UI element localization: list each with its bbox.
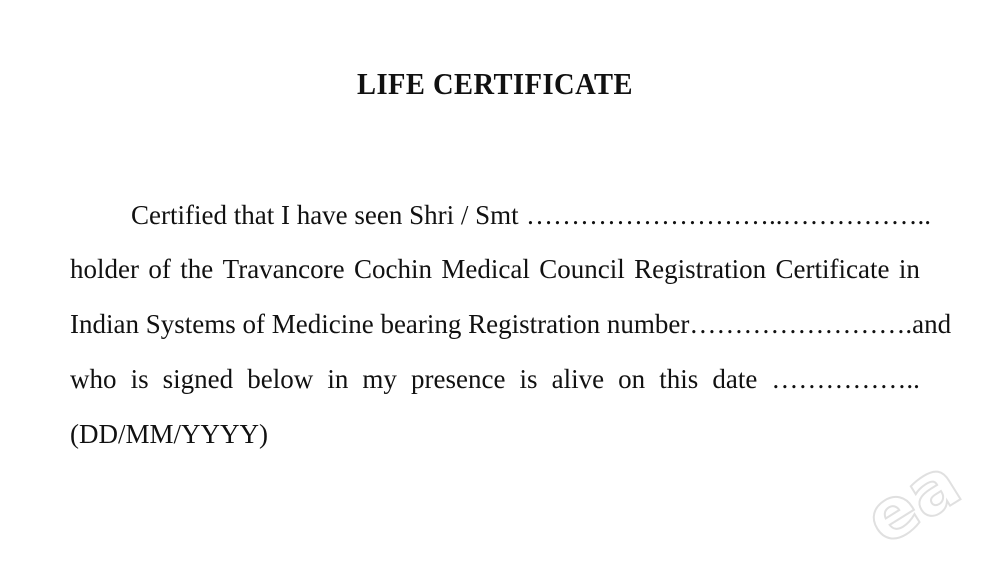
line-word: alive — [551, 364, 605, 394]
line-word: Certificate — [775, 254, 890, 284]
line-word: is — [519, 364, 538, 394]
line-word: signed — [162, 364, 234, 394]
line-word: on — [618, 364, 646, 394]
line-word: in — [327, 364, 349, 394]
line-word: Cochin — [354, 254, 433, 284]
line-word: this — [659, 364, 699, 394]
date-blank: …………….. — [771, 364, 920, 394]
line-word: who — [70, 364, 117, 394]
line-word: is — [130, 364, 149, 394]
line-word: in — [898, 254, 920, 284]
line-word: the — [180, 254, 214, 284]
body-line-2 — [70, 254, 920, 285]
line-word: date — [712, 364, 758, 394]
certified-text: Certified that I have seen Shri / Smt — [131, 200, 519, 230]
line-word: Registration — [634, 254, 767, 284]
line-word: below — [247, 364, 314, 394]
line-word: Council — [539, 254, 625, 284]
line-word: my — [362, 364, 397, 394]
line-word: of — [148, 254, 171, 284]
document-title: LIFE CERTIFICATE — [356, 66, 634, 101]
registration-text: Indian Systems of Medicine bearing Registration number — [70, 309, 690, 339]
line-word: Travancore — [222, 254, 345, 284]
body-line-3 — [70, 309, 952, 340]
body-line-4 — [70, 364, 920, 395]
body-line-1 — [131, 200, 931, 231]
line-word: holder — [70, 254, 139, 284]
line-word: Medical — [441, 254, 530, 284]
registration-number-blank: ……………………. — [689, 309, 913, 339]
name-blank: ………………………..…………….. — [526, 200, 931, 230]
line-word: and — [912, 309, 952, 339]
line-word: presence — [411, 364, 506, 394]
date-format: (DD/MM/YYYY) — [70, 419, 268, 449]
watermark: ea — [850, 441, 975, 561]
